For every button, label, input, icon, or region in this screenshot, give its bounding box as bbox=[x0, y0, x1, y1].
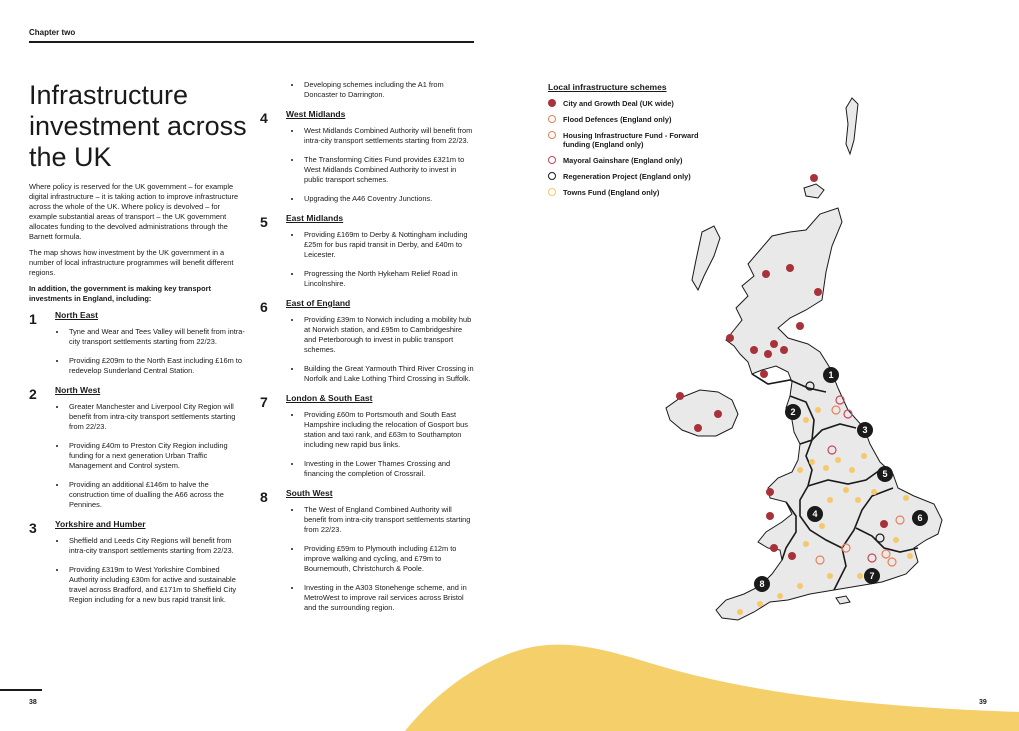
list-item: • Sheffield and Leeds City Regions will benefit from intra-city transport settlements starting from 22/23. bbox=[67, 536, 247, 556]
shetland-islands bbox=[846, 98, 858, 154]
region-name: North West bbox=[55, 385, 101, 395]
region-badge-4[interactable] bbox=[807, 506, 823, 522]
page-number-left: 38 bbox=[29, 699, 37, 706]
region-number: 5 bbox=[260, 214, 268, 230]
list-item: • Building the Great Yarmouth Third River Crossing in Norfolk and Lake Lothing Third Crossing in Suffolk. bbox=[302, 364, 475, 384]
hebrides-islands bbox=[692, 226, 720, 290]
legend-item-regeneration: Regeneration Project (England only) bbox=[548, 172, 703, 181]
intro-paragraph: In addition, the government is making key transport investments in England, including: bbox=[29, 284, 211, 303]
page-number-right: 39 bbox=[979, 699, 987, 706]
region-badge-2[interactable] bbox=[785, 404, 801, 420]
list-item: • Greater Manchester and Liverpool City Region will benefit from intra-city transport settlements starting from 22/23. bbox=[67, 402, 247, 432]
region-number: 4 bbox=[260, 110, 268, 126]
list-item: • Providing an additional £146m to halve the construction time of dualling the A66 across the Pennines. bbox=[67, 480, 247, 510]
region-badge-6[interactable] bbox=[912, 510, 928, 526]
svg-text:6: 6 bbox=[917, 513, 923, 523]
list-item: • The West of England Combined Authority will benefit from intra-city transport settlements starting from 22/23. bbox=[302, 505, 475, 535]
region-name: North East bbox=[55, 310, 98, 320]
region-badge-3[interactable] bbox=[857, 422, 873, 438]
region-name: London & South East bbox=[286, 393, 373, 403]
region-number: 6 bbox=[260, 299, 268, 315]
intro-paragraph: Where policy is reserved for the UK government – for example digital infrastructure – it is taking action to improve infrastructure across the whole of the UK. Where policy is devolved – for example substantial areas of transport – the UK government allocates funding to the devolved administrations through the Barnett formula. bbox=[29, 182, 239, 241]
list-item: • Investing in the Lower Thames Crossing and financing the completion of Crossrail. bbox=[302, 459, 475, 479]
legend-item-mayoral: Mayoral Gainshare (England only) bbox=[548, 156, 703, 165]
svg-text:5: 5 bbox=[882, 469, 888, 479]
region-name: West Midlands bbox=[286, 109, 346, 119]
region-name: Yorkshire and Humber bbox=[55, 519, 146, 529]
list-item: • Providing £40m to Preston City Region including funding for a next generation Urban Traffic Management and Control system. bbox=[67, 441, 247, 471]
region-badge-5[interactable] bbox=[877, 466, 893, 482]
legend-item-city-growth: City and Growth Deal (UK wide) bbox=[548, 99, 703, 108]
list-item: • Tyne and Wear and Tees Valley will benefit from intra-city transport settlements starting from 22/23. bbox=[67, 327, 247, 347]
svg-text:1: 1 bbox=[828, 370, 834, 380]
svg-text:7: 7 bbox=[869, 571, 875, 581]
legend-item-housing: Housing Infrastructure Fund - Forward funding (England only) bbox=[548, 131, 703, 149]
intro-paragraph: The map shows how investment by the UK government in a number of local infrastructure programmes will benefit different regions. bbox=[29, 248, 234, 277]
list-item: • Progressing the North Hykeham Relief Road in Lincolnshire. bbox=[302, 269, 475, 289]
region-name: South West bbox=[286, 488, 333, 498]
legend-item-flood: Flood Defences (England only) bbox=[548, 115, 703, 124]
isle-of-wight bbox=[836, 596, 850, 604]
list-item: • Developing schemes including the A1 from Doncaster to Darrington. bbox=[302, 80, 475, 100]
legend-title: Local infrastructure schemes bbox=[548, 82, 667, 92]
footer-rule bbox=[0, 689, 42, 691]
svg-text:3: 3 bbox=[862, 425, 868, 435]
list-item: • Providing £60m to Portsmouth and South East Hampshire including the relocation of Gosport bus station and taxi rank, and £63m to Southampton including new rapid bus links. bbox=[302, 410, 475, 450]
list-item: • Providing £39m to Norwich including a mobility hub at Norwich station, and £95m to Cambridgeshire and Peterborough to invest in public transport schemes. bbox=[302, 315, 475, 355]
region-badge-8[interactable] bbox=[754, 576, 770, 592]
region-number: 2 bbox=[29, 386, 37, 402]
svg-text:2: 2 bbox=[790, 407, 796, 417]
region-badge-7[interactable] bbox=[864, 568, 880, 584]
list-item: • Providing £209m to the North East including £16m to redevelop Sunderland Central Station. bbox=[67, 356, 247, 376]
page-title: Infrastructure investment across the UK bbox=[29, 80, 247, 172]
chapter-label: Chapter two bbox=[29, 28, 76, 37]
region-number: 8 bbox=[260, 489, 268, 505]
svg-text:4: 4 bbox=[812, 509, 818, 519]
list-item: • Providing £59m to Plymouth including £12m to improve walking and cycling, and £79m to Bournemouth, Christchurch & Poole. bbox=[302, 544, 475, 574]
list-item: • Providing £319m to West Yorkshire Combined Authority including £30m for active and sustainable travel across Bradford, and £171m to Sheffield City Region including for a new bus rapid transit link. bbox=[67, 565, 247, 605]
legend-item-towns: Towns Fund (England only) bbox=[548, 188, 703, 197]
list-item: • Providing £169m to Derby & Nottingham including £25m for bus rapid transit in Derby, and £40m to Leicester. bbox=[302, 230, 475, 260]
region-badge-1[interactable] bbox=[823, 367, 839, 383]
region-name: East Midlands bbox=[286, 213, 344, 223]
svg-text:8: 8 bbox=[759, 579, 765, 589]
list-item: • Upgrading the A46 Coventry Junctions. bbox=[302, 194, 475, 204]
list-item: • Investing in the A303 Stonehenge scheme, and in MetroWest to improve rail services across Bristol and the surrounding region. bbox=[302, 583, 475, 613]
list-item: • The Transforming Cities Fund provides £321m to West Midlands Combined Authority to invest in public transport schemes. bbox=[302, 155, 475, 185]
region-number: 3 bbox=[29, 520, 37, 536]
region-number: 7 bbox=[260, 394, 268, 410]
orkney-islands bbox=[804, 184, 824, 198]
region-name: East of England bbox=[286, 298, 351, 308]
region-number: 1 bbox=[29, 311, 37, 327]
list-item: • West Midlands Combined Authority will benefit from intra-city transport settlements starting from 22/23. bbox=[302, 126, 475, 146]
